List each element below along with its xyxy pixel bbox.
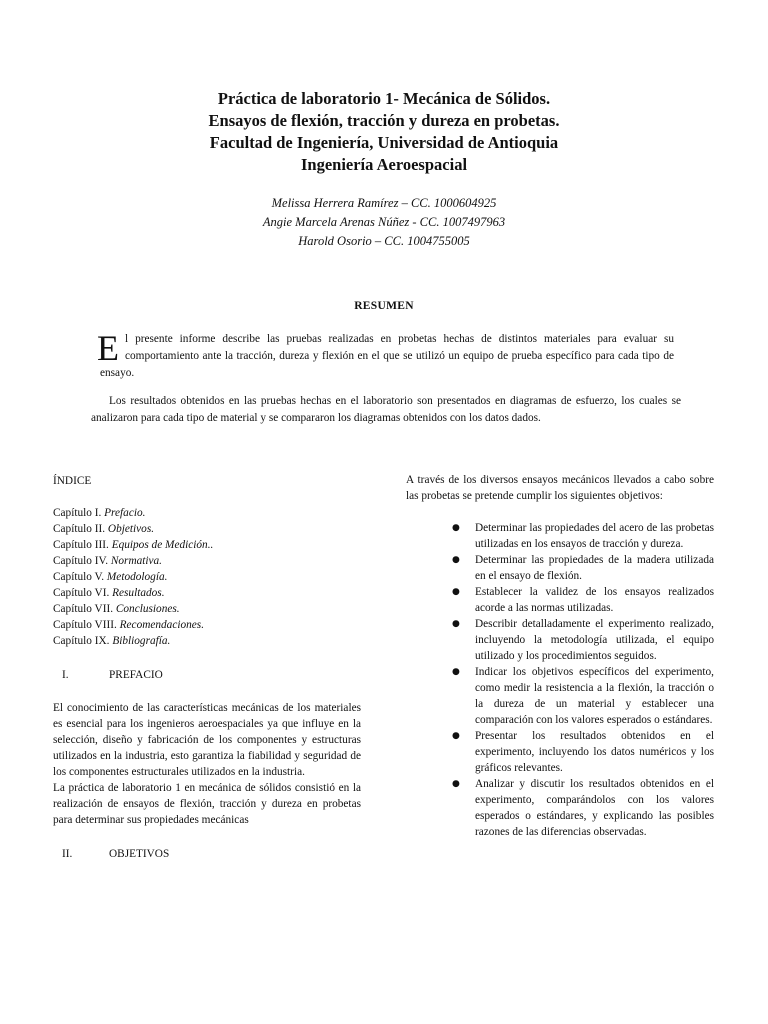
- toc-chapter: Capítulo IX.: [53, 635, 110, 647]
- toc-chapter-name: Resultados.: [112, 587, 165, 599]
- section-heading-objetivos: [53, 846, 361, 862]
- drop-cap: E: [97, 328, 119, 368]
- toc-chapter-name: Normativa.: [110, 555, 163, 567]
- toc-item: [53, 585, 361, 601]
- abstract-paragraph-1: [97, 328, 674, 382]
- author-line-1: Melissa Herrera Ramírez – CC. 1000604925: [271, 196, 497, 210]
- toc-chapter: Capítulo I.: [53, 507, 102, 519]
- objective-item: ● Indicar los objetivos específicos del experimento, como medir la resistencia a la flexión, la tracción o la dureza de un material y establecer una comparación con los valores esperados o estándares.: [475, 664, 714, 728]
- objective-item: ● Determinar las propiedades de la madera utilizada en el ensayo de flexión.: [475, 552, 714, 584]
- right-column: [406, 472, 714, 840]
- section-title: OBJETIVOS: [109, 848, 170, 860]
- left-column: [53, 473, 361, 862]
- objetivos-intro: A través de los diversos ensayos mecánicos llevados a cabo sobre las probetas se pretende cumplir los siguientes objetivos:: [406, 474, 714, 502]
- title-block: [0, 88, 768, 176]
- objective-item: ● Describir detalladamente el experimento realizado, incluyendo la metodología utilizada, el equipo utilizado y los procedimientos seguidos.: [475, 616, 714, 664]
- index-title: ÍNDICE: [53, 475, 92, 487]
- section-number: I.: [62, 669, 69, 681]
- objective-item: ● Presentar los resultados obtenidos en el experimento, incluyendo los datos numéricos y los gráficos relevantes.: [475, 728, 714, 776]
- toc-item: [53, 537, 361, 553]
- toc-item: [53, 601, 361, 617]
- toc-chapter: Capítulo VIII.: [53, 619, 117, 631]
- section-number: II.: [62, 848, 73, 860]
- toc-chapter: Capítulo IV.: [53, 555, 109, 567]
- prefacio-paragraph-2: La práctica de laboratorio 1 en mecánica de sólidos consistió en la realización de ensayos de flexión, tracción y dureza en probetas para determinar sus propiedades mecánicas: [53, 782, 361, 826]
- objectives-list: [406, 520, 714, 840]
- toc-item: [53, 569, 361, 585]
- abstract-paragraph-1-text: l presente informe describe las pruebas realizadas en probetas hechas de distintos materiales para evaluar su comportamiento ante la tracción, dureza y flexión en el que se utilizó un equipo de prueba específico para cada tipo de ensayo.: [100, 333, 674, 379]
- prefacio-paragraph-1: El conocimiento de las características mecánicas de los materiales es esencial para los ingenieros aeroespaciales ya que influye en la selección, diseño y fabricación de los componentes y estructuras utilizados en la industria, esto garantiza la fiabilidad y seguridad de los componentes estructurales utilizados en la industria.: [53, 702, 361, 778]
- title-line-3: Facultad de Ingeniería, Universidad de Antioquia: [209, 133, 559, 152]
- table-of-contents: [53, 505, 361, 649]
- toc-chapter-name: Objetivos.: [107, 523, 155, 535]
- abstract-paragraph-2: Los resultados obtenidos en las pruebas hechas en el laboratorio son presentados en diagramas de esfuerzo, los cuales se analizaron para cada tipo de material y se compararon los diagramas obtenidos con los datos dados.: [91, 395, 681, 424]
- toc-item: [53, 505, 361, 521]
- abstract-heading: RESUMEN: [354, 300, 414, 312]
- abstract-body: [91, 328, 681, 424]
- toc-chapter: Capítulo VI.: [53, 587, 110, 599]
- toc-chapter-name: Metodología.: [106, 571, 168, 583]
- authors-block: [0, 194, 768, 251]
- toc-item: [53, 553, 361, 569]
- toc-chapter-name: Conclusiones.: [115, 603, 180, 615]
- toc-chapter-name: Equipos de Medición..: [111, 539, 214, 551]
- toc-chapter-name: Bibliografía.: [112, 635, 171, 647]
- toc-chapter: Capítulo III.: [53, 539, 109, 551]
- title-line-4: Ingeniería Aeroespacial: [300, 155, 468, 174]
- toc-item: [53, 521, 361, 537]
- title-line-2: Ensayos de flexión, tracción y dureza en probetas.: [208, 111, 560, 130]
- toc-chapter-name: Prefacio.: [104, 507, 146, 519]
- author-line-2: Angie Marcela Arenas Núñez - CC. 1007497963: [262, 215, 506, 229]
- objective-item: ● Determinar las propiedades del acero de las probetas utilizadas en los ensayos de tracción y dureza.: [475, 520, 714, 552]
- toc-item: [53, 633, 361, 649]
- section-title: PREFACIO: [109, 669, 163, 681]
- toc-chapter: Capítulo V.: [53, 571, 105, 583]
- objective-item: ● Analizar y discutir los resultados obtenidos en el experimento, comparándolos con los valores esperados o estándares, y explicando las posibles razones de las diferencias observadas.: [475, 776, 714, 840]
- objective-item: ● Establecer la validez de los ensayos realizados acorde a las normas utilizadas.: [475, 584, 714, 616]
- title-line-1: Práctica de laboratorio 1- Mecánica de Sólidos.: [217, 89, 551, 108]
- toc-chapter-name: Recomendaciones.: [119, 619, 205, 631]
- author-line-3: Harold Osorio – CC. 1004755005: [298, 234, 470, 248]
- toc-chapter: Capítulo II.: [53, 523, 106, 535]
- section-heading-prefacio: [53, 667, 361, 683]
- toc-item: [53, 617, 361, 633]
- toc-chapter: Capítulo VII.: [53, 603, 114, 615]
